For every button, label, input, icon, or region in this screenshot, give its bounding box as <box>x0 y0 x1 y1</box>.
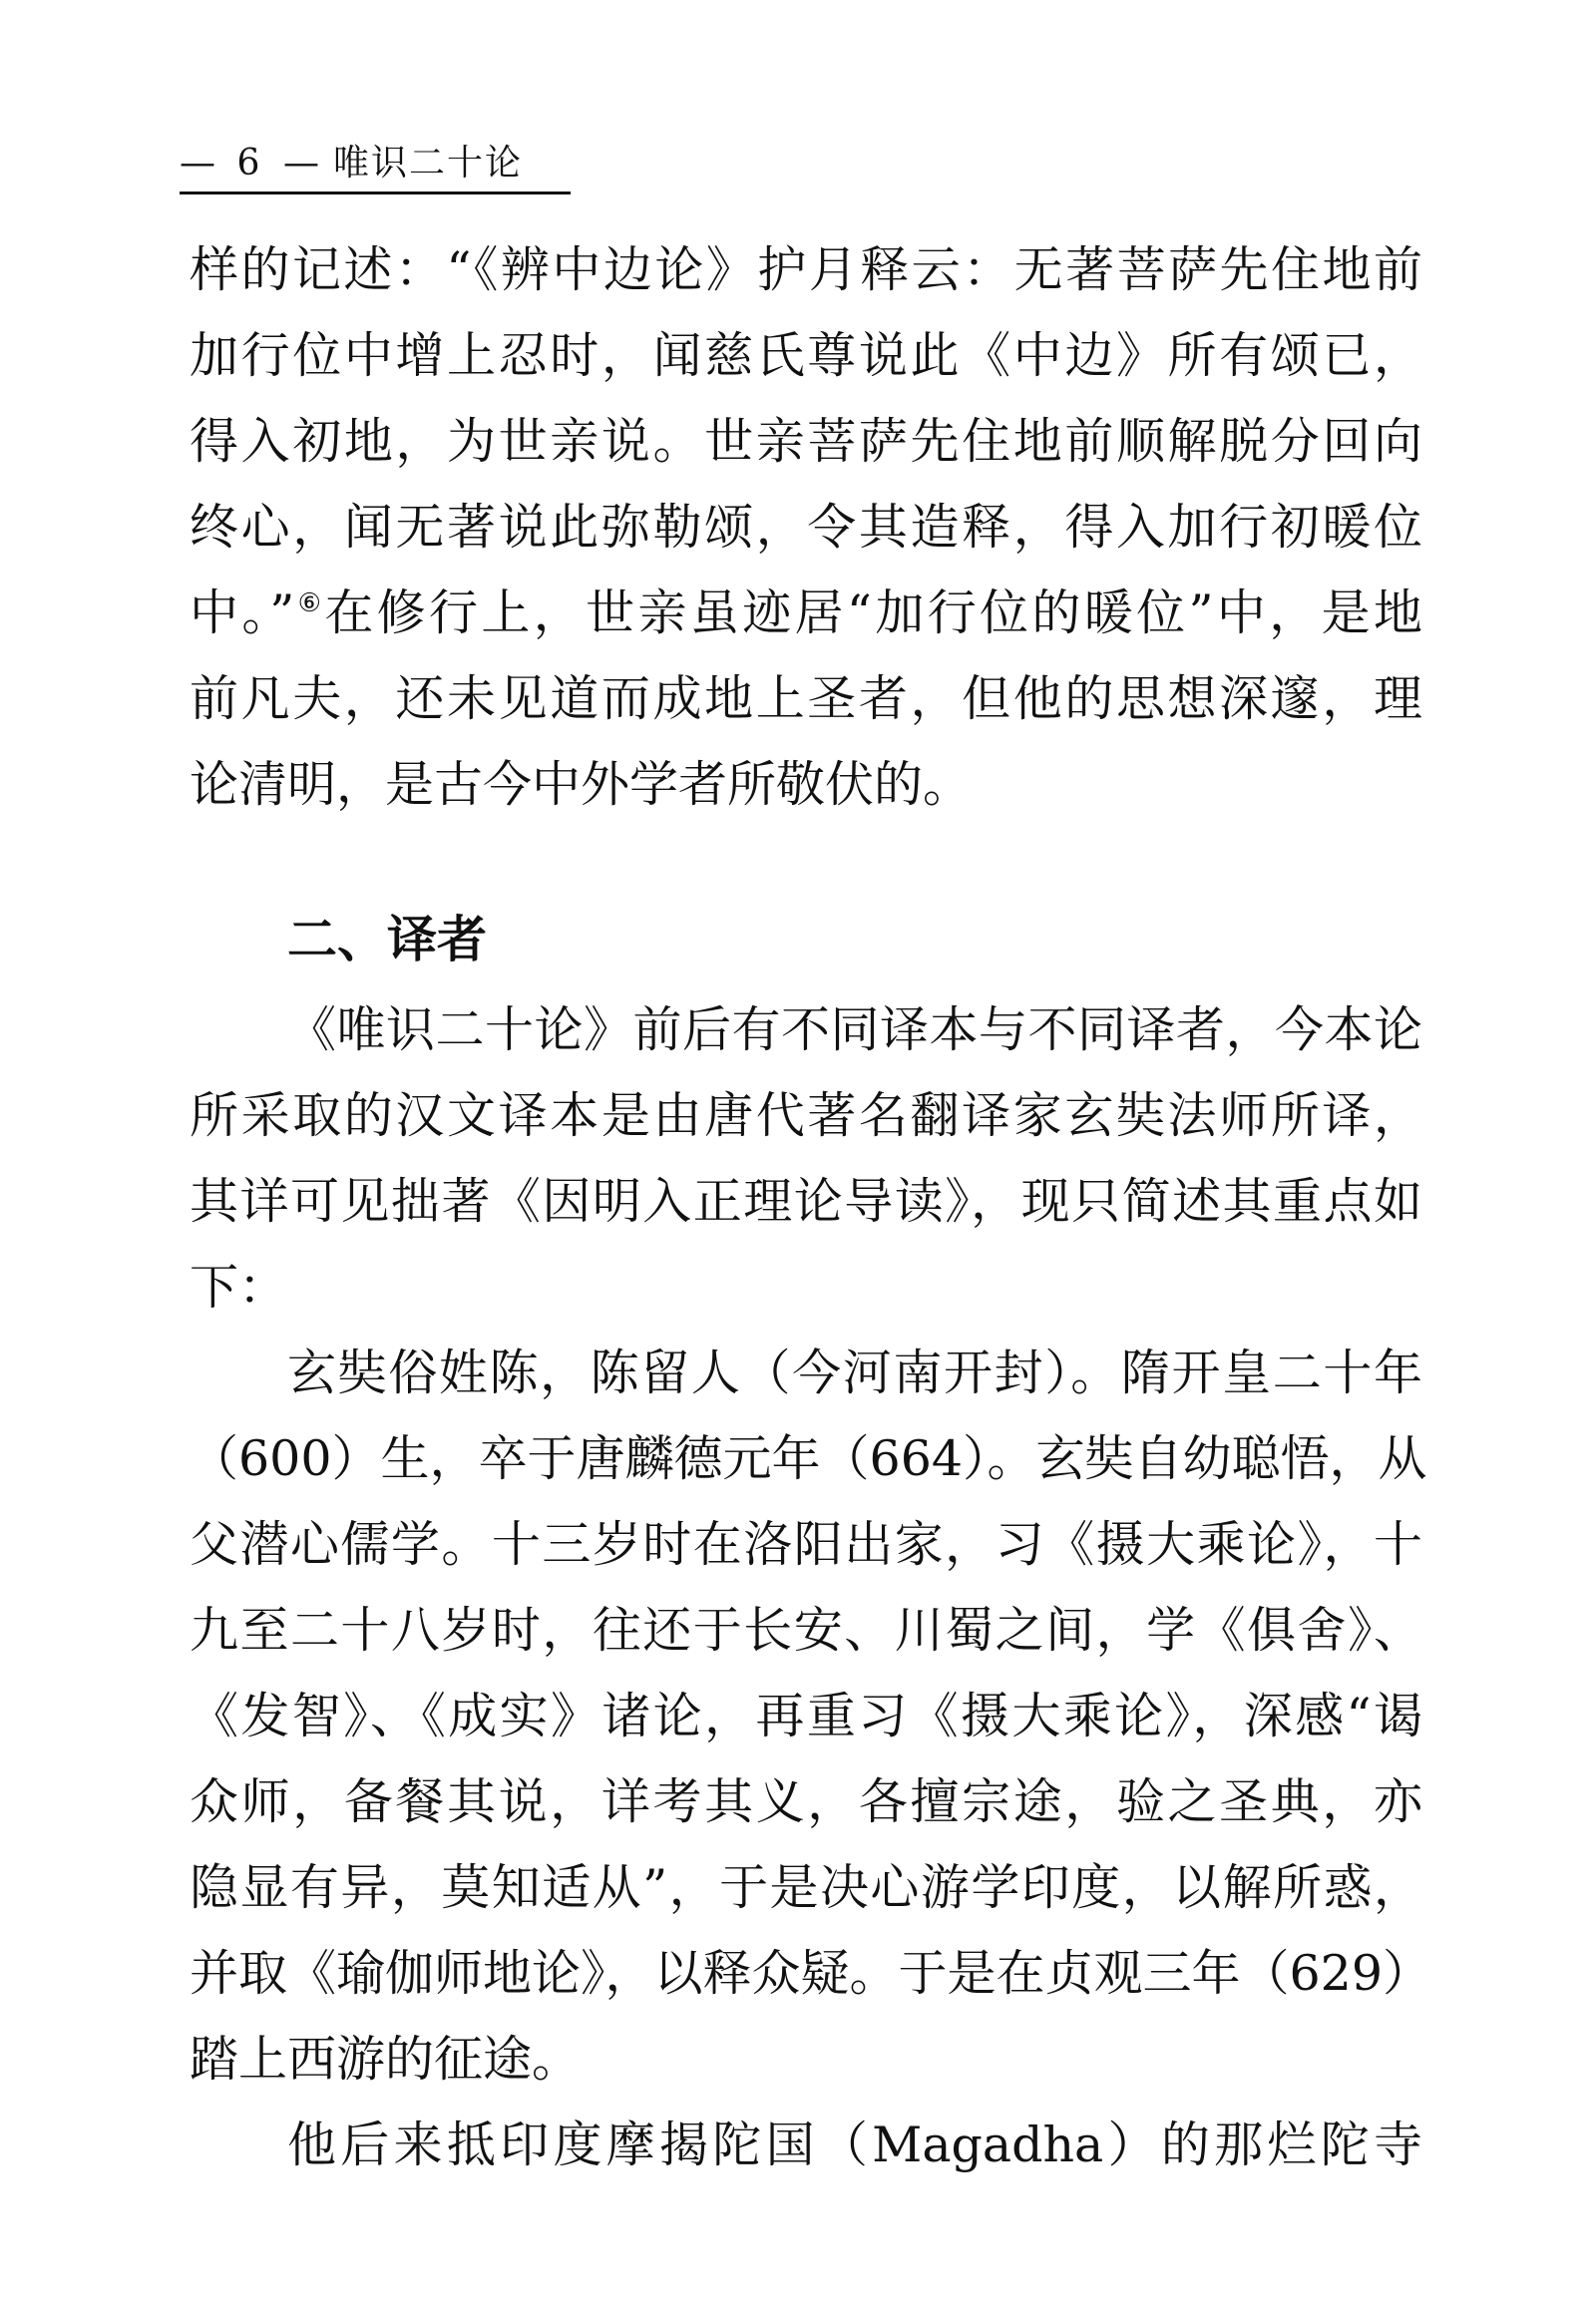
paragraph-4 <box>190 2103 1422 2188</box>
text-line: 加行位中增上忍时，闻慈氏尊说此《中边》所有颂已， <box>190 327 1422 384</box>
text-line: 玄奘俗姓陈，陈留人（今河南开封）。隋开皇二十年 <box>287 1345 1422 1401</box>
text-line: 前凡夫，还未见道而成地上圣者，但他的思想深邃，理 <box>190 670 1422 727</box>
text-line: 所采取的汉文译本是由唐代著名翻译家玄奘法师所译， <box>190 1087 1422 1144</box>
text-line: 踏上西游的征途。 <box>190 2031 582 2088</box>
paragraph-2 <box>190 987 1422 1331</box>
text-line: 《发智》、《成实》诸论，再重习《摄大乘论》，深感“谒 <box>190 1688 1422 1744</box>
text-line: 众师，备餐其说，详考其义，各擅宗途，验之圣典，亦 <box>190 1773 1422 1830</box>
text-line: 终心，闻无著说此弥勒颂，令其造释，得入加行初暖位 <box>190 499 1422 556</box>
page-number: 6 <box>236 143 260 184</box>
section-heading: 二、译者 <box>287 910 487 968</box>
page-header <box>180 142 579 197</box>
footnote-marker[interactable]: ⑥ <box>294 588 325 618</box>
text-line: 《唯识二十论》前后有不同译本与不同译者，今本论 <box>287 1001 1422 1058</box>
text-line: 其详可见拙著《因明入正理论导读》，现只简述其重点如 <box>190 1173 1422 1230</box>
page-body <box>190 227 1432 2188</box>
section-spacer <box>190 828 1422 892</box>
text-line: 父潜心儒学。十三岁时在洛阳出家，习《摄大乘论》，十 <box>190 1516 1422 1573</box>
text-line: 下： <box>190 1259 288 1316</box>
text-line: 论清明，是古今中外学者所敬伏的。 <box>190 756 973 813</box>
text-line: 样的记述：“《辨中边论》护月释云：无著菩萨先住地前 <box>190 241 1422 298</box>
text-line: 得入初地，为世亲说。世亲菩萨先住地前顺解脱分回向 <box>190 413 1422 470</box>
text-line: 九至二十八岁时，往还于长安、川蜀之间，学《俱舍》、 <box>190 1602 1422 1659</box>
paragraph-3 <box>190 1331 1432 2103</box>
header-underline <box>180 192 571 194</box>
book-title: 唯识二十论 <box>333 143 524 184</box>
header-text <box>180 142 579 186</box>
text-fragment: 中。” <box>190 584 295 641</box>
text-line <box>190 571 1422 656</box>
text-line: 并取《瑜伽师地论》，以释众疑。于是在贞观三年（629） <box>190 1945 1432 2002</box>
header-dash-right: — <box>283 143 319 184</box>
header-dash-left: — <box>180 143 215 184</box>
text-line: 隐显有异，莫知适从”，于是决心游学印度，以解所惑， <box>190 1859 1422 1916</box>
text-line: 他后来抵印度摩揭陀国（Magadha）的那烂陀寺 <box>287 2117 1422 2173</box>
paragraph-1 <box>190 227 1422 828</box>
text-fragment: 在修行上，世亲虽迹居“加行位的暖位”中，是地 <box>324 584 1422 641</box>
text-line: （600）生，卒于唐麟德元年（664）。玄奘自幼聪悟，从 <box>190 1430 1427 1487</box>
